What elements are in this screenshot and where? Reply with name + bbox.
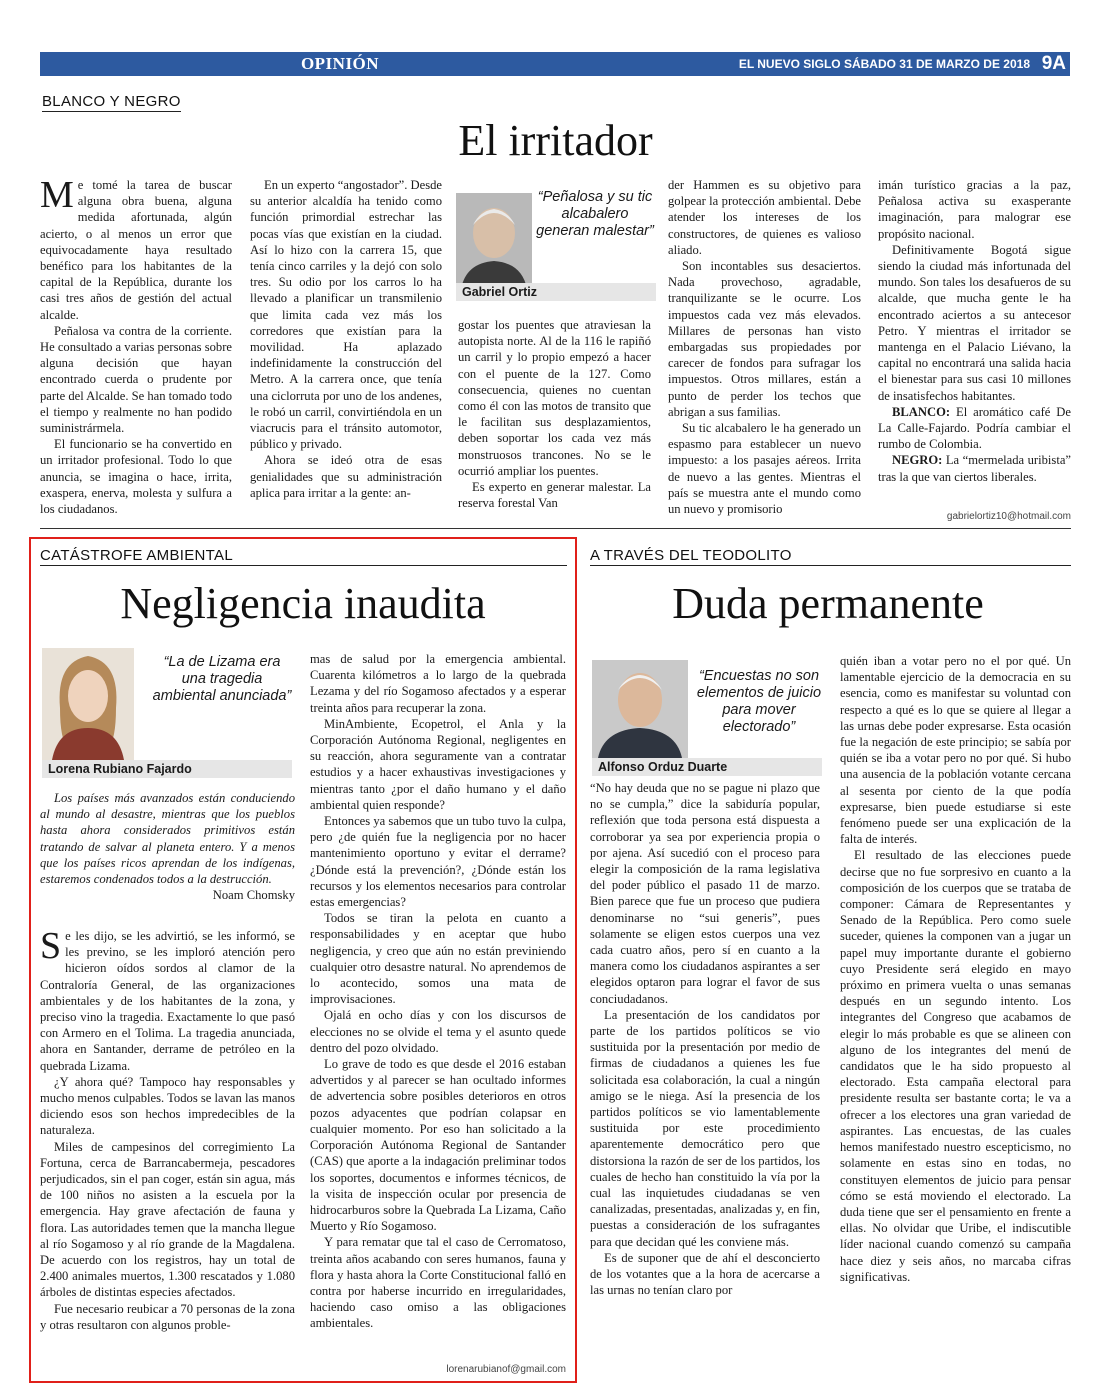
paragraph: ¿Y ahora qué? Tampoco hay responsables y mucho menos culpables. Todos se lavan las manos diciendo esos son hechos impredecibles de la naturaleza.: [40, 1074, 295, 1138]
paragraph: imán turístico gracias a la paz, Peñalosa activa su exasperante imaginación, para malograr ese propósito nacional.: [878, 178, 1071, 241]
article2-byline: Lorena Rubiano Fajardo: [42, 760, 292, 778]
blanco-text: El aromático café De La Calle-Fajardo. Podría cambiar el rumbo de Colombia.: [878, 404, 1071, 452]
article1-column-1: [40, 177, 232, 522]
epigraph-text: Los países más avanzados están conduciendo al mundo al desastre, mientras que los pueblos hasta ahora considerados primitivos están tratando de salvar al planeta entero. Y a menos que los países ricos aprendan de los indígenas, estaremos condenados todos a la destrucción.: [40, 791, 295, 887]
article1-column-5: [878, 177, 1071, 507]
article3-pullquote-box: [590, 660, 826, 776]
article2-pull-quote: “La de Lizama era una tragedia ambiental anunciada”: [152, 654, 292, 704]
paragraph: El resultado de las elecciones puede decirse que no fue sorpresivo en cuanto a la composición de los cuerpos que se trataba de componer: Cámara de Representantes y Senado de la República. Pero como suele suceder, quienes la componen van a jugar un papel muy importante durante el gobierno cuyo Presidente será elegido en mayo próximo en primera vuelta o unas semanas después en un segundo intento. Los integrantes del Congreso que acabamos de elegir lo más probable es que se alineen con alguno de los integrantes del menú de candidatos que le ha sido propuesto al electorado. Esta campaña electoral para presidente resulta ser bastante corta; le va a ofrecer a los electores una gran variedad de aspirantes. Las encuestas, de las cuales hemos manifestado nuestro escepticismo, no solamente en estas sino en todas, no constituyen elementos de juicio para pensar cómo se está moviendo el electorado. La duda tiene que ser el pensamiento en frente a ellas. No olvidar que Uribe, el indiscutible líder nacional cuando comenzó su campaña hace diez y seis años, no marcaba cifras significativas.: [840, 848, 1071, 1284]
paragraph: Peñalosa va contra de la corriente. He consultado a varias personas sobre alguna decisión que hayan encontrado cuerda o prudente por parte del Alcalde. Se han tomado todo el tiempo y realmente no han podido suministrármela.: [40, 323, 232, 436]
article1-column-4: [668, 177, 861, 522]
author-photo-gabriel-ortiz: [456, 193, 532, 289]
negro-text: La “mermelada uribista” tras la que van ciertos liberales.: [878, 453, 1071, 484]
paragraph: MinAmbiente, Ecopetrol, el Anla y la Corporación Autónoma Regional, negligentes en su reacción, ahora seguramente van a contratar estudios y a hacer exhaustivas investigaciones y mientras tanto ¿por el daño humano y el daño ambiental quien responde?: [310, 716, 566, 812]
article2-column-1: [40, 928, 295, 1378]
paragraph: Ahora se ideó otra de esas genialidades que su administración aplica para irritar a la gente: an-: [250, 453, 442, 500]
article1-byline: Gabriel Ortiz: [456, 283, 656, 301]
article2-author-email: lorenarubianof@gmail.com: [446, 1364, 566, 1375]
paragraph: e tomé la tarea de buscar alguna obra buena, alguna medida afortunada, algún acierto, o al menos un error que equivocadamente haya resultado benéfico para los habitantes de la capital de la República, durante los casi tres años de gestión del actual alcalde.: [40, 178, 232, 322]
paragraph: Miles de campesinos del corregimiento La Fortuna, cerca de Barrancabermeja, pescadores perjudicados, sin el pan coger, están sin agua, más de 100 niños no asisten a la escuela por la emergencia. Hay grave afectación de fauna y flora. Las autoridades temen que la mancha llegue al río Sogamoso y al río grande de la Magdalena. De acuerdo con los registros, hay un total de 2.400 animales muertos, 1.300 rescatados y 1.080 árboles de distintas especies afectados.: [40, 1139, 295, 1300]
article3-byline: Alfonso Orduz Duarte: [592, 758, 822, 776]
paragraph: der Hammen es su objetivo para golpear la protección ambiental. Debe atender los intereses de los constructores, de quienes es valioso aliado.: [668, 178, 861, 257]
author-photo-lorena-rubiano: [42, 648, 134, 760]
paragraph: Definitivamente Bogotá sigue siendo la ciudad más infortunada del mundo. Son tales los desafueros de su alcalde, que mucha gente le ha encontrado aciertos a su antecesor Petro. Y mientras el irritador se mantenga en el Palacio Liévano, la capital no encontrará una salida hacia el bienestar para sus casi 10 millones de insatisfechos habitantes.: [878, 242, 1071, 403]
paragraph: Ojalá en ocho días y con los discursos de elecciones no se olvide el tema y el asunto quede dentro del pozo olvidado.: [310, 1008, 566, 1055]
article1-column-3: [458, 317, 651, 522]
blanco-label: BLANCO:: [892, 404, 951, 419]
article2-epigraph: [40, 790, 295, 903]
paragraph: quién iban a votar pero no el por qué. Un lamentable ejercicio de la democracia en su esencia, como es manifestar su voluntad con respecto a qué es lo que se quiere al llegar a las urnas debe poder expresarse. Esta ocasión fue la negación de este principio; se sabía por quién se iba a votar pero no por qué. Si hubo una ausencia de la población votante cercana al sesenta por ciento de la que podía expresarse, bien puede estudiarse si este fenómeno puede ser una explicación de la falta de interés.: [840, 654, 1071, 847]
article2-kicker: CATÁSTROFE AMBIENTAL: [40, 547, 567, 566]
section-divider: [40, 528, 1071, 529]
paragraph: La presentación de los candidatos por parte de los partidos políticos se vio sustituida por la presentación por medio de firmas de ciudadanos a quienes les fue solicitada esa colaboración, la cual a ningún amigo se le niega. Así la presencia de los partidos políticos se vio lamentablemente sustituida por este procedimiento aparentemente democrático pero que distorsiona la razón de ser de los partidos, los cuales de hecho han constituido la vía por la cual las inquietudes ciudadanas se ven canalizadas, presentadas, analizadas y, en fin, puestas a consideración de los sufragantes para que decidan qué les conviene más.: [590, 1007, 820, 1249]
article3-pull-quote: “Encuestas no son elementos de juicio para mover electorado”: [696, 668, 822, 735]
paragraph: mas de salud por la emergencia ambiental. Cuarenta kilómetros a lo largo de la quebrada Lezama y del río Sogamoso afectados y a esperar treinta años para recuperar la zona.: [310, 652, 566, 715]
section-title: OPINIÓN: [300, 54, 380, 73]
paragraph: gostar los puentes que atraviesan la autopista norte. Al de la 116 le rapiñó un carril y lo propio empezó a hacer con el puente de la 127. Como consecuencia, quienes no cuentan como él con las motos de transito que le facilitan sus desplazamientos, deben soportar los cada vez más monstruosos trancones. No se le ocurrió ampliar los puentes.: [458, 318, 651, 478]
article2-headline: Negligencia inaudita: [120, 579, 486, 628]
paragraph: e les dijo, se les advirtió, se les informó, se les previno, se les imploró atención pero hicieron oídos sordos al clamor de la Contraloría General, de las organizaciones ambientales y de los habitantes de la zona, y preciso vino la tragedia. Exactamente lo que pasó con Armero en el Tolima. La tragedia anunciada, ahora en Santander, derrame de petróleo en la quebrada Lizama.: [40, 929, 295, 1073]
article2-column-2: [310, 651, 566, 1363]
paragraph: “No hay deuda que no se pague ni plazo que no se cumpla,” dice la sabiduría popular, reflexión que toda persona está dispuesta a corroborar ya sea por experiencia propia o por ajena. Así sucedió con el proceso para elegir la composición de la rama legislativa del poder público el pasado 11 de marzo. Bien parece que fue un proceso que pudiera denominarse no “sui generis”, pues solamente se eligen estos cuerpos una vez cada cuatro años, pero sí en cuanto a la manera como los ciudadanos aspirantes a ser elegidos optaron para lograr el favor de sus conciudadanos.: [590, 781, 820, 1006]
paragraph: El funcionario se ha convertido en un irritador profesional. Todo lo que anuncia, se imagina o hace, irrita, exaspera, enerva, molesta y sulfura a los ciudadanos.: [40, 437, 232, 517]
paragraph: Todos se tiran la pelota en cuanto a responsabilidades y en aceptar que hubo negligencia, y creo que aún no están previniendo cualquier otro desastre natural. No aprendemos de lo acontecido, somos una mata de improvisaciones.: [310, 911, 566, 1007]
article1-column-2: [250, 177, 442, 522]
section-header-bar: [40, 52, 1070, 76]
article2-pullquote-box: [40, 648, 296, 776]
article3-column-2: [840, 653, 1071, 1381]
article1-kicker: BLANCO Y NEGRO: [42, 93, 181, 110]
paragraph: En un experto “angostador”. Desde su anterior alcaldía ha tenido como función primordial estrechar las pocas vías que existían en la ciudad. Así lo hizo con la carrera 15, que tenía cinco carriles y la dejó con solo tres. Su odio por los carros lo ha llevado a planificar un transmilenio que limita cada vez más los corredores que existían para la movilidad. Ha aplazado indefinidamente la construcción del Metro. A la carrera once, que tenía una ciclorruta por uno de los andenes, le robó un carril, convirtiéndola en un viacrucis para el tránsito automotor, público y privado.: [250, 178, 442, 452]
article3-column-1: [590, 780, 820, 1380]
paragraph: Fue necesario reubicar a 70 personas de la zona y otras resultaron con algunos proble-: [40, 1301, 295, 1332]
negro-label: NEGRO:: [892, 453, 943, 468]
article1-pull-quote: “Peñalosa y su tic alcabalero generan malestar”: [536, 189, 654, 239]
paragraph: Y para rematar que tal el caso de Cerromatoso, treinta años acabando con seres humanos, fauna y flora y hasta ahora la Corte Constitucional falló en contra por haberse incurrido en irregularidades, haciendo caso omiso a las obligaciones ambientales.: [310, 1235, 566, 1331]
article1-pullquote-box: [456, 185, 656, 303]
paragraph: Su tic alcabalero le ha generado un espasmo para establecer un nuevo impuesto: a los pasajes aéreos. Irrita de nuevo a las gentes. Mientras el país se muestra ante el mundo como un nuevo y promisorio: [668, 421, 861, 517]
paragraph: Es experto en generar malestar. La reserva forestal Van: [458, 480, 651, 511]
author-photo-alfonso-orduz: [592, 660, 688, 758]
paragraph: Entonces ya sabemos que un tubo tuvo la culpa, pero ¿de quién fue la negligencia por no hacer mantenimiento oportuno y evitar el derrame? ¿Dónde está la prevención?, ¿Dónde están los recursos y los elementos necesarios para controlar estas emergencias?: [310, 814, 566, 910]
article1-author-email: gabrielortiz10@hotmail.com: [946, 511, 1071, 522]
drop-cap: S: [40, 928, 62, 967]
paragraph: Son incontables sus desaciertos. Nada provechoso, agradable, tranquilizante se le ocurre. Los impuestos cada vez más elevados. Millares de personas han visto embargadas sus propiedades por carecer de fondos para sufragar los impuestos. Otros millares, están a punto de perder los techos que abrigan a sus familias.: [668, 259, 861, 419]
epigraph-author: Noam Chomsky: [212, 888, 295, 903]
paragraph: Es de suponer que de ahí el desconcierto de los votantes que a la hora de acercarse a las urnas no tenían claro por: [590, 1250, 820, 1298]
paragraph: Lo grave de todo es que desde el 2016 estaban advertidos y al parecer se han ocultado informes de advertencia sobre posibles deterioros en otros pozos adyacentes que podrían colapsar en cualquier momento. Por eso han solicitado a la Corporación Autónoma Regional de Santander (CAS) que aporte a la indagación preliminar todos los soportes, documentos e informes técnicos, de la visita de inspección ocular por presencia de hidrocarburos sobre la Quebrada La Lizama, Caño Muerto y Río Sogamoso.: [310, 1057, 566, 1234]
article1-headline: El irritador: [458, 116, 653, 165]
newspaper-date-line: EL NUEVO SIGLO SÁBADO 31 DE MARZO DE 2018: [738, 57, 1030, 71]
page-number: 9A: [1041, 53, 1066, 74]
drop-cap: M: [40, 177, 74, 216]
article3-headline: Duda permanente: [672, 579, 984, 628]
article3-kicker: A TRAVÉS DEL TEODOLITO: [590, 547, 1071, 566]
